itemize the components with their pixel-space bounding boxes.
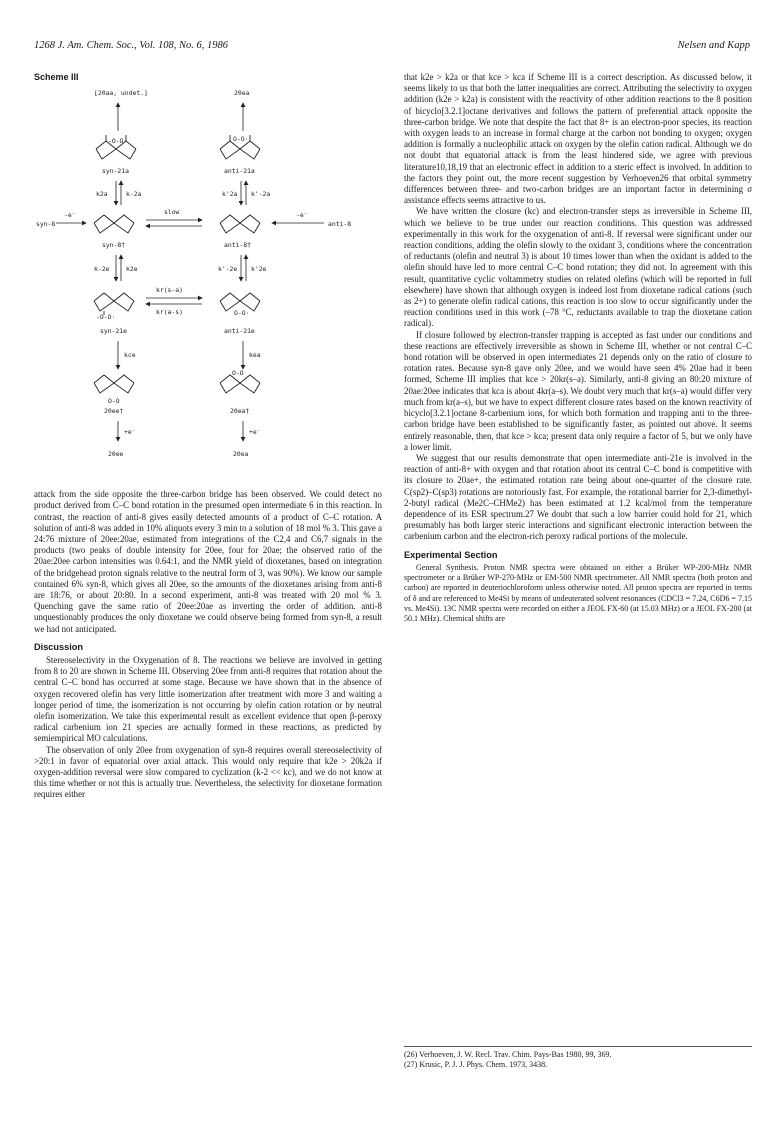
label-k-2a: k-2a — [126, 190, 142, 199]
20ea-cation-ring: O-O — [232, 369, 244, 378]
label-20ee: 20ee — [108, 450, 124, 459]
anti-21a-label: anti-21a — [224, 167, 255, 176]
20ee-cation-structure — [94, 375, 134, 393]
right-paragraph-2: We have written the closure (kc) and electron-transfer steps as irreversible in Scheme III, which we believe to be true under our reaction conditions. This question was addressed experimentally in this work for the oxygenation of anti-8. If reversal were significant under our reaction conditions, adding the olefin slowly to the oxidant 3, conditions where the concentration of reductants (olefin and neutral 3) is about 10 times lower than when the oxidant is added to the olefin should have led to more central C–C bond rotation; they did not. In agreement with this result, quantitative cyclic voltammetry studies on related olefins (which will be reported in full elsewhere) have shown that although oxygen is indeed lost from dioxetane radical cations (such as 2+) to generate olefin radical cations, this reaction is too slow to occur significantly under the reaction conditions used in this work (–78 °C, reductants available to trap the dioxetane cation radical). — [404, 206, 752, 329]
label-kr-sa: kr(s-a) — [156, 286, 183, 295]
label-kp2a: k'2a — [222, 190, 238, 199]
label-slow: slow — [164, 208, 180, 217]
label-kr-as: kr(a-s) — [156, 308, 183, 317]
right-column — [404, 72, 752, 625]
syn-21e-label: syn-21e — [100, 327, 127, 336]
page-header — [34, 40, 750, 54]
syn-8p-label: syn-8† — [102, 241, 126, 250]
discussion-heading: Discussion — [34, 641, 84, 652]
label-k-2e: k-2e — [94, 265, 110, 274]
anti-21a-peroxy: O-O· — [233, 135, 249, 144]
syn-21e-structure — [94, 293, 134, 315]
right-paragraph-1: that k2e > k2a or that kce > kca if Scheme III is a correct description. As discussed below, it seems likely to us that both the latter inequalities are correct. Attributing the selectivity to oxygen addition (k2e > k2a) is consistent with the reactivity of other addition reactions to the 8 position of bicyclo[3.2.1]octane derivatives and follows the pattern of preferential attack opposite the three-carbon bridge. We note that despite the fact that 8+ is an electron-poor species, its reaction with oxygen leads to an increase in formal charge at the carbon not bonding to oxygen; oxygen addition is formally a nucleophilic attack on oxygen by the olefin cation radical. Although we do not doubt that equatorial attack is from the least hindered side, we agree with previous literature10,18,19 that an electronic effect in addition to a steric effect is involved. In addition to the factors they point out, the more recent suggestion by Verhoeven26 that orbital symmetry differences between three- and two-carbon bridges are an important factor in determining σ assistance effects seems attractive to us. — [404, 72, 752, 206]
label-minus-e-right: -e⁻ — [296, 211, 308, 220]
label-plus-e-left: +e⁻ — [124, 428, 136, 437]
label-kea: kea — [249, 351, 261, 360]
anti-21e-peroxy: O-O· — [234, 309, 250, 318]
rotation-arrows — [146, 298, 202, 304]
label-kce: kce — [124, 351, 136, 360]
experimental-paragraph: General Synthesis. Proton NMR spectra were obtained on either a Brüker WP-200-MHz NMR spectrometer or a Brüker WP-270-MHz or EM-500 NMR spectrometer. All NMR spectra (both proton and carbon) are reported in deuteriochloroform unless otherwise noted. All proton spectra are reported in terms of δ and are referenced to Me4Si by means of undeuterated solvent resonances (CDCl3 = 7.24, C6D6 = 7.15 vs. Me4Si). 13C NMR spectra were recorded on either a JEOL FX-60 (at 15.03 MHz) or a JEOL FX-200 (at 50.1 MHz). Chemical shifts are — [404, 562, 752, 624]
label-kp-2e: k'-2e — [218, 265, 238, 274]
label-kp-2a: k'-2a — [251, 190, 271, 199]
discussion-paragraph-1: Stereoselectivity in the Oxygenation of 8. The reactions we believe are involved in getting from 8 to 20 are shown in Scheme III. Observing 20ee from anti-8 requires that rotation about the central C–C bond has occurred at some stage. Because we have shown that in the absence of oxygen recovered olefin has very little isomerization after treatment with more 3 and waiting a longer period of time, the isomerization is not occurring by olefin cation rotation or by neutral olefin isomerization. We take this experimental result as excellent evidence that open β-peroxy radical carbenium ion 21 species are actually formed in these reactions, as predicted by semiempirical MO calculations. — [34, 655, 382, 744]
20ea-cation-structure — [220, 375, 260, 393]
footnote-references — [404, 1046, 752, 1070]
label-20aa: [20aa, undet.] — [94, 89, 148, 98]
20ee-cation-ring: O-O — [108, 397, 120, 406]
syn-8p-structure — [94, 215, 134, 233]
reference-26: (26) Verhoeven, J. W. Recl. Trav. Chim. Pays-Bas 1980, 99, 369. — [404, 1050, 612, 1059]
scheme-label: Scheme III — [34, 72, 79, 82]
right-paragraph-4: We suggest that our results demonstrate that open intermediate anti-21e is involved in the reaction of anti-8+ with oxygen and that rotation about its central C–C bond is competitive with its closure to 20ae+, the estimated rotation rate being about one-quarter of the closure rate. C(sp2)–C(sp3) rotations are notoriously fast. For example, the rotational barrier for 2,3-dimethyl-2-butyl radical (Me2C–CHMe2) has been estimated at 1.2 kcal/mol from the temperature dependence of its ESR spectrum.27 We doubt that such a low barrier could hold for 21, which presumably has both larger steric interactions and significant electronic interaction between the carbenium carbon and the electron-rich peroxy radical portions of the molecule. — [404, 452, 752, 542]
label-syn8: syn-8 — [36, 220, 56, 229]
label-k2a: k2a — [96, 190, 108, 199]
discussion-paragraph-2: The observation of only 20ee from oxygenation of syn-8 requires overall stereoselectivity of >20:1 in favor of equatorial over axial attack. This would only require that k2e > 20k2a if oxygen-addition reversal were slow compared to cyclization (k-2 << kc), and we do not know at this time whether or not this is actually true. Nevertheless, the selectivity for dioxetane formation requires either — [34, 744, 382, 800]
experimental-heading: Experimental Section — [404, 549, 498, 560]
label-k2e: k2e — [126, 265, 138, 274]
label-anti8: anti-8 — [328, 220, 352, 229]
scheme-svg — [34, 83, 382, 471]
closure-arrows — [118, 341, 243, 369]
scheme-iii-diagram — [34, 83, 382, 483]
anti-21e-label: anti-21e — [224, 327, 255, 336]
label-minus-e-left: -e⁻ — [64, 211, 76, 220]
20ee-cation-label: 20ee† — [104, 407, 124, 416]
right-paragraph-3: If closure followed by electron-transfer trapping is accepted as fast under our conditions and these reactions are effectively irreversible as shown in Scheme III, whether or not central C–C bond rotation will be observed in open intermediates 21 depends only on the ratio of closure to rotation rates. Because syn-8 gave only 20ee, and we would have seen 4% 20ae had it been formed, Scheme III implies that kce > 20kr(s–a). Similarly, anti-8 giving an 80:20 mixture of 20ae:20ee indicates that kca is about 4kr(a–s). We doubt very much that kr(s–a) would differ very much from kr(a–s), but we have to expect different closure rates based on the known reactivity of bicyclo[3.2.1]octane 8-carbenium ions, for which both formation and trapping anti to the three-carbon bridge have been established to be significantly faster, as pointed out above. It seems entirely reasonable, then, that kce > kca; present data only require a factor of 5, but we only have a lower limit. — [404, 329, 752, 452]
syn-21a-label: syn-21a — [102, 167, 129, 176]
reference-27: (27) Krusic, P. J. J. Phys. Chem. 1973, 3438. — [404, 1060, 548, 1069]
author-names: Nelsen and Kapp — [677, 40, 750, 51]
anti-8p-label: anti-8† — [224, 241, 251, 250]
slow-arrows — [146, 220, 202, 226]
20ea-cation-label: 20ea† — [230, 407, 250, 416]
syn-21a-peroxy: -O-O· — [108, 137, 128, 146]
reduction-arrows — [118, 421, 243, 441]
syn-21e-peroxy: -O-O· — [96, 313, 116, 322]
label-kp2e: k'2e — [251, 265, 267, 274]
left-column — [34, 72, 382, 801]
label-plus-e-right: +e⁻ — [249, 428, 261, 437]
label-20ea: 20ea — [233, 450, 249, 459]
left-paragraph-1: attack from the side opposite the three-carbon bridge has been observed. We could detect no product derived from C–C bond rotation in the presumed open intermediate 6 in this reaction. In contrast, the reaction of anti-8 gives easily detected amounts of a product of C–C rotation. A solution of anti-8 was added in 10% aliquots every 3 min to a solution of 18 mol % 3. This gave a 24:76 mixture of 20ee:20ae, estimated from integrations of the C2,4 and C6,7 signals in the products (two peaks of double intensity for 20ee, four for 20ae; the observed ratio of the 20ae:20ee carbon intensities was 0.64:1, and the NMR yield of dioxetanes, based on integration of the bridgehead proton signals relative to the neutral form of 3, was 90%). We know our sample contained 6% syn-8, which gives all 20ee, so the amounts of the dioxetanes arising from anti-8 are 18:76, or about 20:80. In a second experiment, anti-8 was treated with 20 mol % 3. Quenching gave the same ratio of 20ee:20ae as inverting the order of addition. anti-8 unquestionably produces the only dioxetane we could observe being formed from syn-8, a result we had not anticipated. — [34, 489, 382, 634]
label-20ea-top: 20ea — [234, 89, 250, 98]
anti-8p-structure — [220, 215, 260, 233]
journal-citation: 1268 J. Am. Chem. Soc., Vol. 108, No. 6, 1986 — [34, 40, 229, 51]
